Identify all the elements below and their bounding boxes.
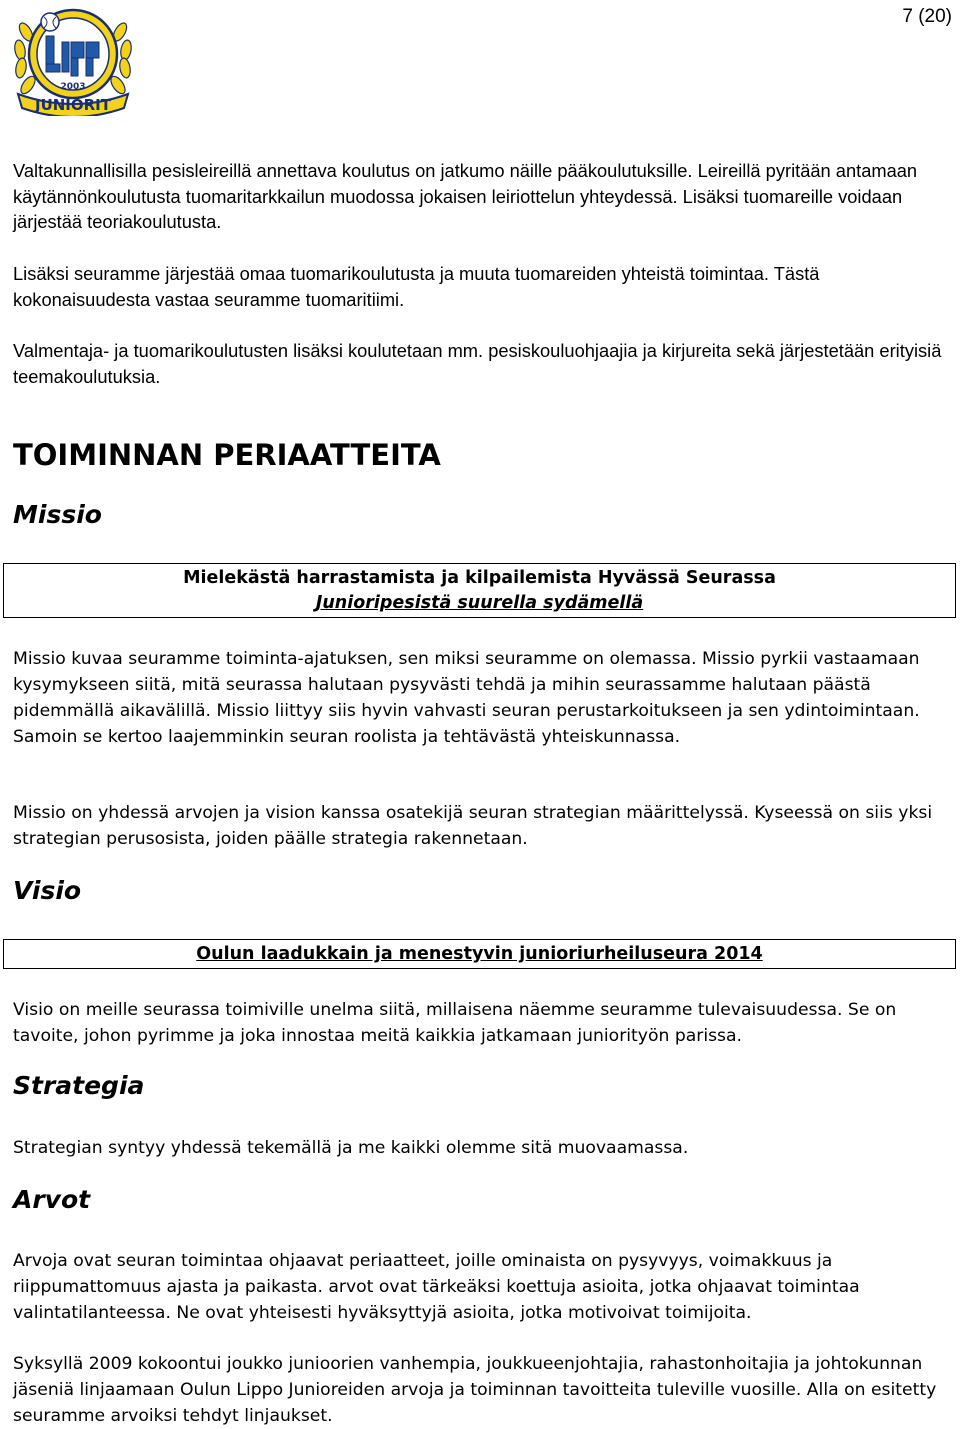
main-heading: TOIMINNAN PERIAATTEITA [13,438,441,472]
intro-paragraph-1: Valtakunnallisilla pesisleireillä annettava koulutus on jatkumo näille pääkoulutuksille. Leireillä pyritään antamaan käytännönkoulutusta tuomaritarkkailun muodossa jokaisen leiriottelun yhteydessä. Lisäksi tuomareille voidaan järjestää teoriakoulutusta. [13,160,918,232]
missio-statement-box [3,563,956,618]
arvot-paragraph-1: Arvoja ovat seuran toimintaa ohjaavat periaatteet, joille ominaista on pysyvyys, voimakkuus ja riippumattomuus ajasta ja paikasta. arvot ovat tärkeäksi koettuja asioita, jotka ohjaavat toimintaa valintatilanteessa. Ne ovat yhteisesti hyväksyttyjä asioita, jotka motivoivat toimijoita. [13,1251,860,1323]
intro-paragraph-2: Lisäksi seuramme järjestää omaa tuomarikoulutusta ja muuta tuomareiden yhteistä toimintaa. Tästä kokonaisuudesta vastaa seuramme tuomaritiimi. [13,263,820,310]
page-number: 7 (20) [902,6,952,27]
svg-text:2003: 2003 [60,82,86,92]
club-logo-icon [10,2,136,116]
svg-text:JUNIORIT: JUNIORIT [34,96,112,114]
missio-statement-line1: Mielekästä harrastamista ja kilpailemista Hyvässä Seurassa [183,568,776,588]
missio-heading: Missio [13,500,102,529]
missio-paragraph-1: Missio kuvaa seuramme toiminta-ajatuksen, sen miksi seuramme on olemassa. Missio pyrkii vastaamaan kysymykseen siitä, mitä seurassa halutaan pysyvästi tehdä ja mihin seurassamme halutaan päästä pidemmällä aikavälillä. Missio liittyy siis hyvin vahvasti seuran perustarkoitukseen ja sen ydintoimintaan. Samoin se kertoo laajemminkin seuran roolista ja tehtävästä yhteiskunnassa. [13,649,920,747]
strategia-heading: Strategia [13,1071,145,1100]
visio-statement-box [3,939,956,969]
visio-heading: Visio [13,876,82,905]
arvot-paragraph-2: Syksyllä 2009 kokoontui joukko junioorien vanhempia, joukkueenjohtajia, rahastonhoitajia ja johtokunnan jäseniä linjaamaan Oulun Lippo Junioreiden arvoja ja toiminnan tavoitteita tuleville vuosille. Alla on esitetty seuramme arvoiksi tehdyt linjaukset. [13,1354,937,1426]
arvot-heading: Arvot [13,1185,91,1214]
missio-statement-line2: Junioripesistä suurella sydämellä [315,593,644,613]
intro-paragraph-3: Valmentaja- ja tuomarikoulutusten lisäksi koulutetaan mm. pesiskouluohjaajia ja kirjureita sekä järjestetään erityisiä teemakoulutuksia. [13,340,942,387]
strategia-paragraph: Strategian syntyy yhdessä tekemällä ja me kaikki olemme sitä muovaamassa. [13,1138,689,1158]
visio-statement-line: Oulun laadukkain ja menestyvin junioriurheiluseura 2014 [196,944,763,964]
missio-paragraph-2: Missio on yhdessä arvojen ja vision kanssa osatekijä seuran strategian määrittelyssä. Kyseessä on siis yksi strategian perusosista, joiden päälle strategia rakennetaan. [13,803,933,849]
visio-paragraph: Visio on meille seurassa toimiville unelma siitä, millaisena näemme seuramme tulevaisuudessa. Se on tavoite, johon pyrimme ja joka innostaa meitä kaikkia jatkamaan juniorityön parissa. [13,1000,897,1046]
